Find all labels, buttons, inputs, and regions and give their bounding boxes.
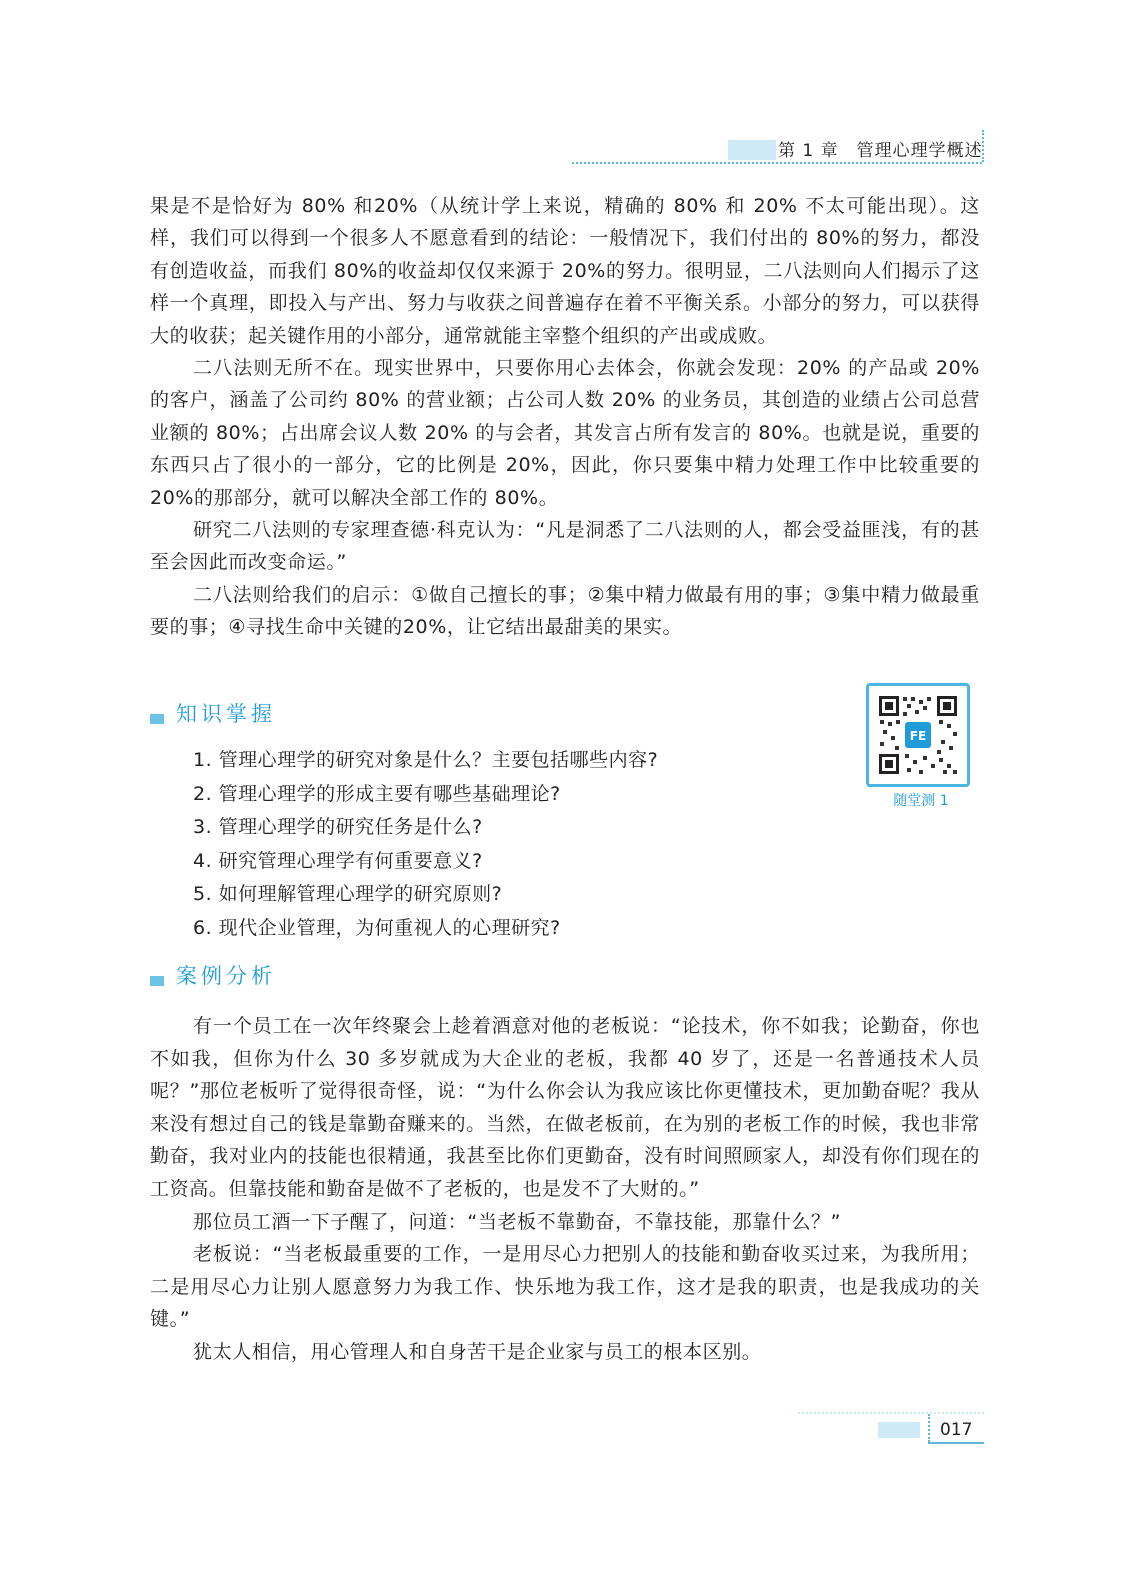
section-marker-icon — [150, 714, 164, 724]
intro-text — [150, 190, 980, 644]
section-heading-knowledge — [150, 698, 276, 728]
paragraph: 果是不是恰好为 80% 和20%（从统计学上来说，精确的 80% 和 20% 不太可能出现）。这样，我们可以得到一个很多人不愿意看到的结论：一般情况下，我们付出的 80%的努力，都没有创造收益，而我们 80%的收益却仅仅来源于 20%的努力。很明显，二八法则向人们揭示了这样一个真理，即投入与产出、努力与收获之间普遍存在着不平衡关系。小部分的努力，可以获得大的收获；起关键作用的小部分，通常就能主宰整个组织的产出或成败。 — [150, 195, 980, 347]
list-item: 6. 现代企业管理，为何重视人的心理研究? — [193, 916, 561, 939]
section-marker-icon — [150, 976, 164, 986]
qr-code-icon — [877, 694, 959, 776]
qr-code[interactable] — [866, 683, 970, 787]
case-text — [150, 1010, 980, 1369]
list-item: 3. 管理心理学的研究任务是什么? — [193, 816, 483, 838]
section-title: 知识掌握 — [176, 702, 276, 726]
page-footer — [798, 1412, 984, 1442]
section-title: 案例分析 — [176, 964, 276, 988]
list-item: 4. 研究管理心理学有何重要意义? — [193, 849, 483, 872]
page-number-underline — [928, 1442, 984, 1444]
question-list — [193, 744, 658, 945]
list-item: 2. 管理心理学的形成主要有哪些基础理论? — [193, 782, 561, 805]
paragraph: 有一个员工在一次年终聚会上趁着酒意对他的老板说：“论技术，你不如我；论勤奋，你也不如我，但你为什么 30 多岁就成为大企业的老板，我都 40 岁了，还是一名普通技术人员呢？”那位老板听了觉得很奇怪，说：“为什么你会认为我应该比你更懂技术，更加勤奋呢？我从来没有想过自己的钱是靠勤奋赚来的。当然，在做老板前，在为别的老板工作的时候，我也非常勤奋，我对业内的技能也很精通，我甚至比你们更勤奋，没有时间照顾家人，却没有你们现在的工资高。但靠技能和勤奋是做不了老板的，也是发不了大财的。” — [150, 1015, 980, 1200]
chapter-title: 第 1 章 管理心理学概述 — [778, 141, 983, 161]
paragraph: 那位员工酒一下子醒了，问道：“当老板不靠勤奋，不靠技能，那靠什么？” — [193, 1210, 842, 1233]
paragraph: 二八法则给我们的启示：①做自己擅长的事；②集中精力做最有用的事；③集中精力做最重要的事；④寻找生命中关键的20%，让它结出最甜美的果实。 — [150, 583, 980, 639]
header-divider — [982, 130, 984, 162]
header-color-block — [728, 140, 776, 160]
list-item: 1. 管理心理学的研究对象是什么？主要包括哪些内容? — [193, 749, 659, 771]
footer-color-block — [878, 1422, 920, 1438]
svg-text:FE: FE — [909, 729, 927, 743]
page-number: 017 — [940, 1420, 973, 1440]
footer-divider — [928, 1414, 930, 1442]
paragraph: 研究二八法则的专家理查德·科克认为：“凡是洞悉了二八法则的人，都会受益匪浅，有的甚至会因此而改变命运。” — [150, 519, 980, 574]
qr-caption: 随堂测 1 — [893, 793, 949, 809]
paragraph: 犹太人相信，用心管理人和自身苦干是企业家与员工的根本区别。 — [193, 1340, 762, 1363]
running-header — [572, 130, 982, 164]
section-heading-case — [150, 960, 276, 990]
paragraph: 二八法则无所不在。现实世界中，只要你用心去体会，你就会发现：20% 的产品或 20% 的客户，涵盖了公司约 80% 的营业额；占公司人数 20% 的业务员，其创造的业绩占公司总营业额的 80%；占出席会议人数 20% 的与会者，其发言占所有发言的 80%。也就是说，重要的东西只占了很小的一部分，它的比例是 20%，因此，你只要集中精力处理工作中比较重要的 20%的那部分，就可以解决全部工作的 80%。 — [150, 357, 980, 509]
paragraph: 老板说：“当老板最重要的工作，一是用尽心力把别人的技能和勤奋收买过来，为我所用；二是用尽心力让别人愿意努力为我工作、快乐地为我工作，这才是我的职责，也是我成功的关键。” — [150, 1243, 980, 1331]
list-item: 5. 如何理解管理心理学的研究原则? — [193, 883, 503, 905]
